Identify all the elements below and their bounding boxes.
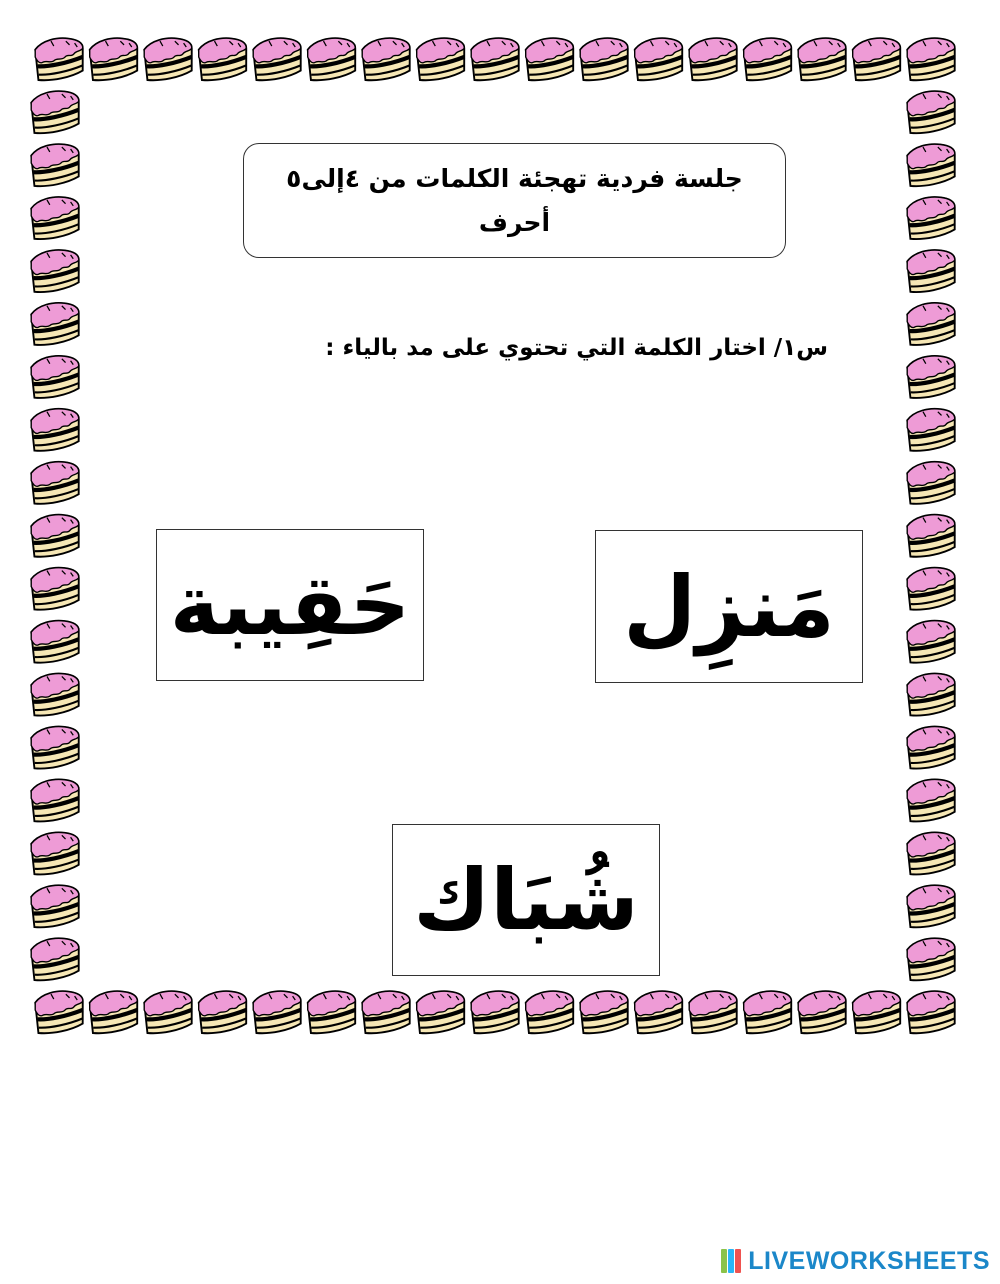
cake-slice-icon: [360, 35, 414, 82]
cake-slice-icon: [29, 724, 83, 771]
cake-slice-icon: [29, 776, 83, 823]
cake-slice-icon: [33, 35, 87, 82]
cake-slice-icon: [633, 35, 687, 82]
cake-slice-icon: [905, 353, 959, 400]
cake-slice-icon: [905, 935, 959, 982]
word-card-manzil[interactable]: [595, 530, 863, 683]
word-haqiba: حَقِيبة: [169, 556, 411, 654]
cake-slice-icon: [524, 35, 578, 82]
cake-slice-icon: [29, 194, 83, 241]
cake-slice-icon: [524, 988, 578, 1035]
cake-slice-icon: [796, 988, 850, 1035]
cake-slice-icon: [851, 35, 905, 82]
cake-slice-icon: [905, 459, 959, 506]
cake-slice-icon: [905, 618, 959, 665]
cake-slice-icon: [29, 829, 83, 876]
cake-slice-icon: [905, 882, 959, 929]
cake-slice-icon: [905, 300, 959, 347]
cake-slice-icon: [197, 988, 251, 1035]
cake-slice-icon: [578, 988, 632, 1035]
cake-slice-icon: [742, 35, 796, 82]
cake-slice-icon: [29, 512, 83, 559]
cake-slice-icon: [796, 35, 850, 82]
cake-slice-icon: [29, 247, 83, 294]
cake-slice-icon: [905, 565, 959, 612]
cake-slice-icon: [905, 88, 959, 135]
cake-slice-icon: [905, 671, 959, 718]
cake-slice-icon: [88, 35, 142, 82]
title-line-1: جلسة فردية تهجئة الكلمات من ٤إلى٥: [286, 163, 743, 193]
cake-slice-icon: [142, 988, 196, 1035]
cake-slice-icon: [306, 35, 360, 82]
cake-slice-icon: [29, 141, 83, 188]
cake-slice-icon: [29, 882, 83, 929]
cake-slice-icon: [469, 35, 523, 82]
cake-slice-icon: [905, 406, 959, 453]
cake-slice-icon: [469, 988, 523, 1035]
cake-slice-icon: [905, 988, 959, 1035]
question-text: س١/ اختار الكلمة التي تحتوي على مد بالياء :: [325, 335, 828, 361]
word-shubak: شُبَاك: [413, 851, 639, 949]
cake-slice-icon: [251, 35, 305, 82]
liveworksheets-logo[interactable]: [720, 1246, 990, 1276]
brand-text: LIVEWORKSHEETS: [748, 1246, 990, 1275]
cake-slice-icon: [29, 300, 83, 347]
cake-slice-icon: [29, 671, 83, 718]
word-card-haqiba[interactable]: [156, 529, 424, 681]
cake-slice-icon: [197, 35, 251, 82]
cake-slice-icon: [360, 988, 414, 1035]
cake-slice-icon: [905, 512, 959, 559]
cake-slice-icon: [905, 724, 959, 771]
cake-slice-icon: [905, 776, 959, 823]
cake-slice-icon: [742, 988, 796, 1035]
cake-slice-icon: [905, 35, 959, 82]
cake-slice-icon: [415, 35, 469, 82]
word-card-shubak[interactable]: [392, 824, 660, 976]
cake-slice-icon: [687, 988, 741, 1035]
cake-slice-icon: [88, 988, 142, 1035]
liveworksheets-icon: [720, 1248, 742, 1274]
cake-slice-icon: [687, 35, 741, 82]
cake-slice-icon: [29, 353, 83, 400]
word-manzil: مَنزِل: [623, 557, 835, 656]
cake-slice-icon: [905, 194, 959, 241]
cake-slice-icon: [142, 35, 196, 82]
cake-slice-icon: [29, 459, 83, 506]
cake-slice-icon: [851, 988, 905, 1035]
cake-slice-icon: [905, 141, 959, 188]
title-box: [243, 143, 786, 258]
cake-slice-icon: [251, 988, 305, 1035]
title-line-2: أحرف: [478, 207, 551, 237]
cake-slice-icon: [29, 406, 83, 453]
cake-slice-icon: [578, 35, 632, 82]
cake-slice-icon: [905, 247, 959, 294]
cake-slice-icon: [633, 988, 687, 1035]
cake-slice-icon: [415, 988, 469, 1035]
cake-slice-icon: [29, 88, 83, 135]
cake-slice-icon: [29, 565, 83, 612]
cake-slice-icon: [905, 829, 959, 876]
cake-slice-icon: [33, 988, 87, 1035]
cake-slice-icon: [29, 935, 83, 982]
cake-slice-icon: [306, 988, 360, 1035]
cake-slice-icon: [29, 618, 83, 665]
